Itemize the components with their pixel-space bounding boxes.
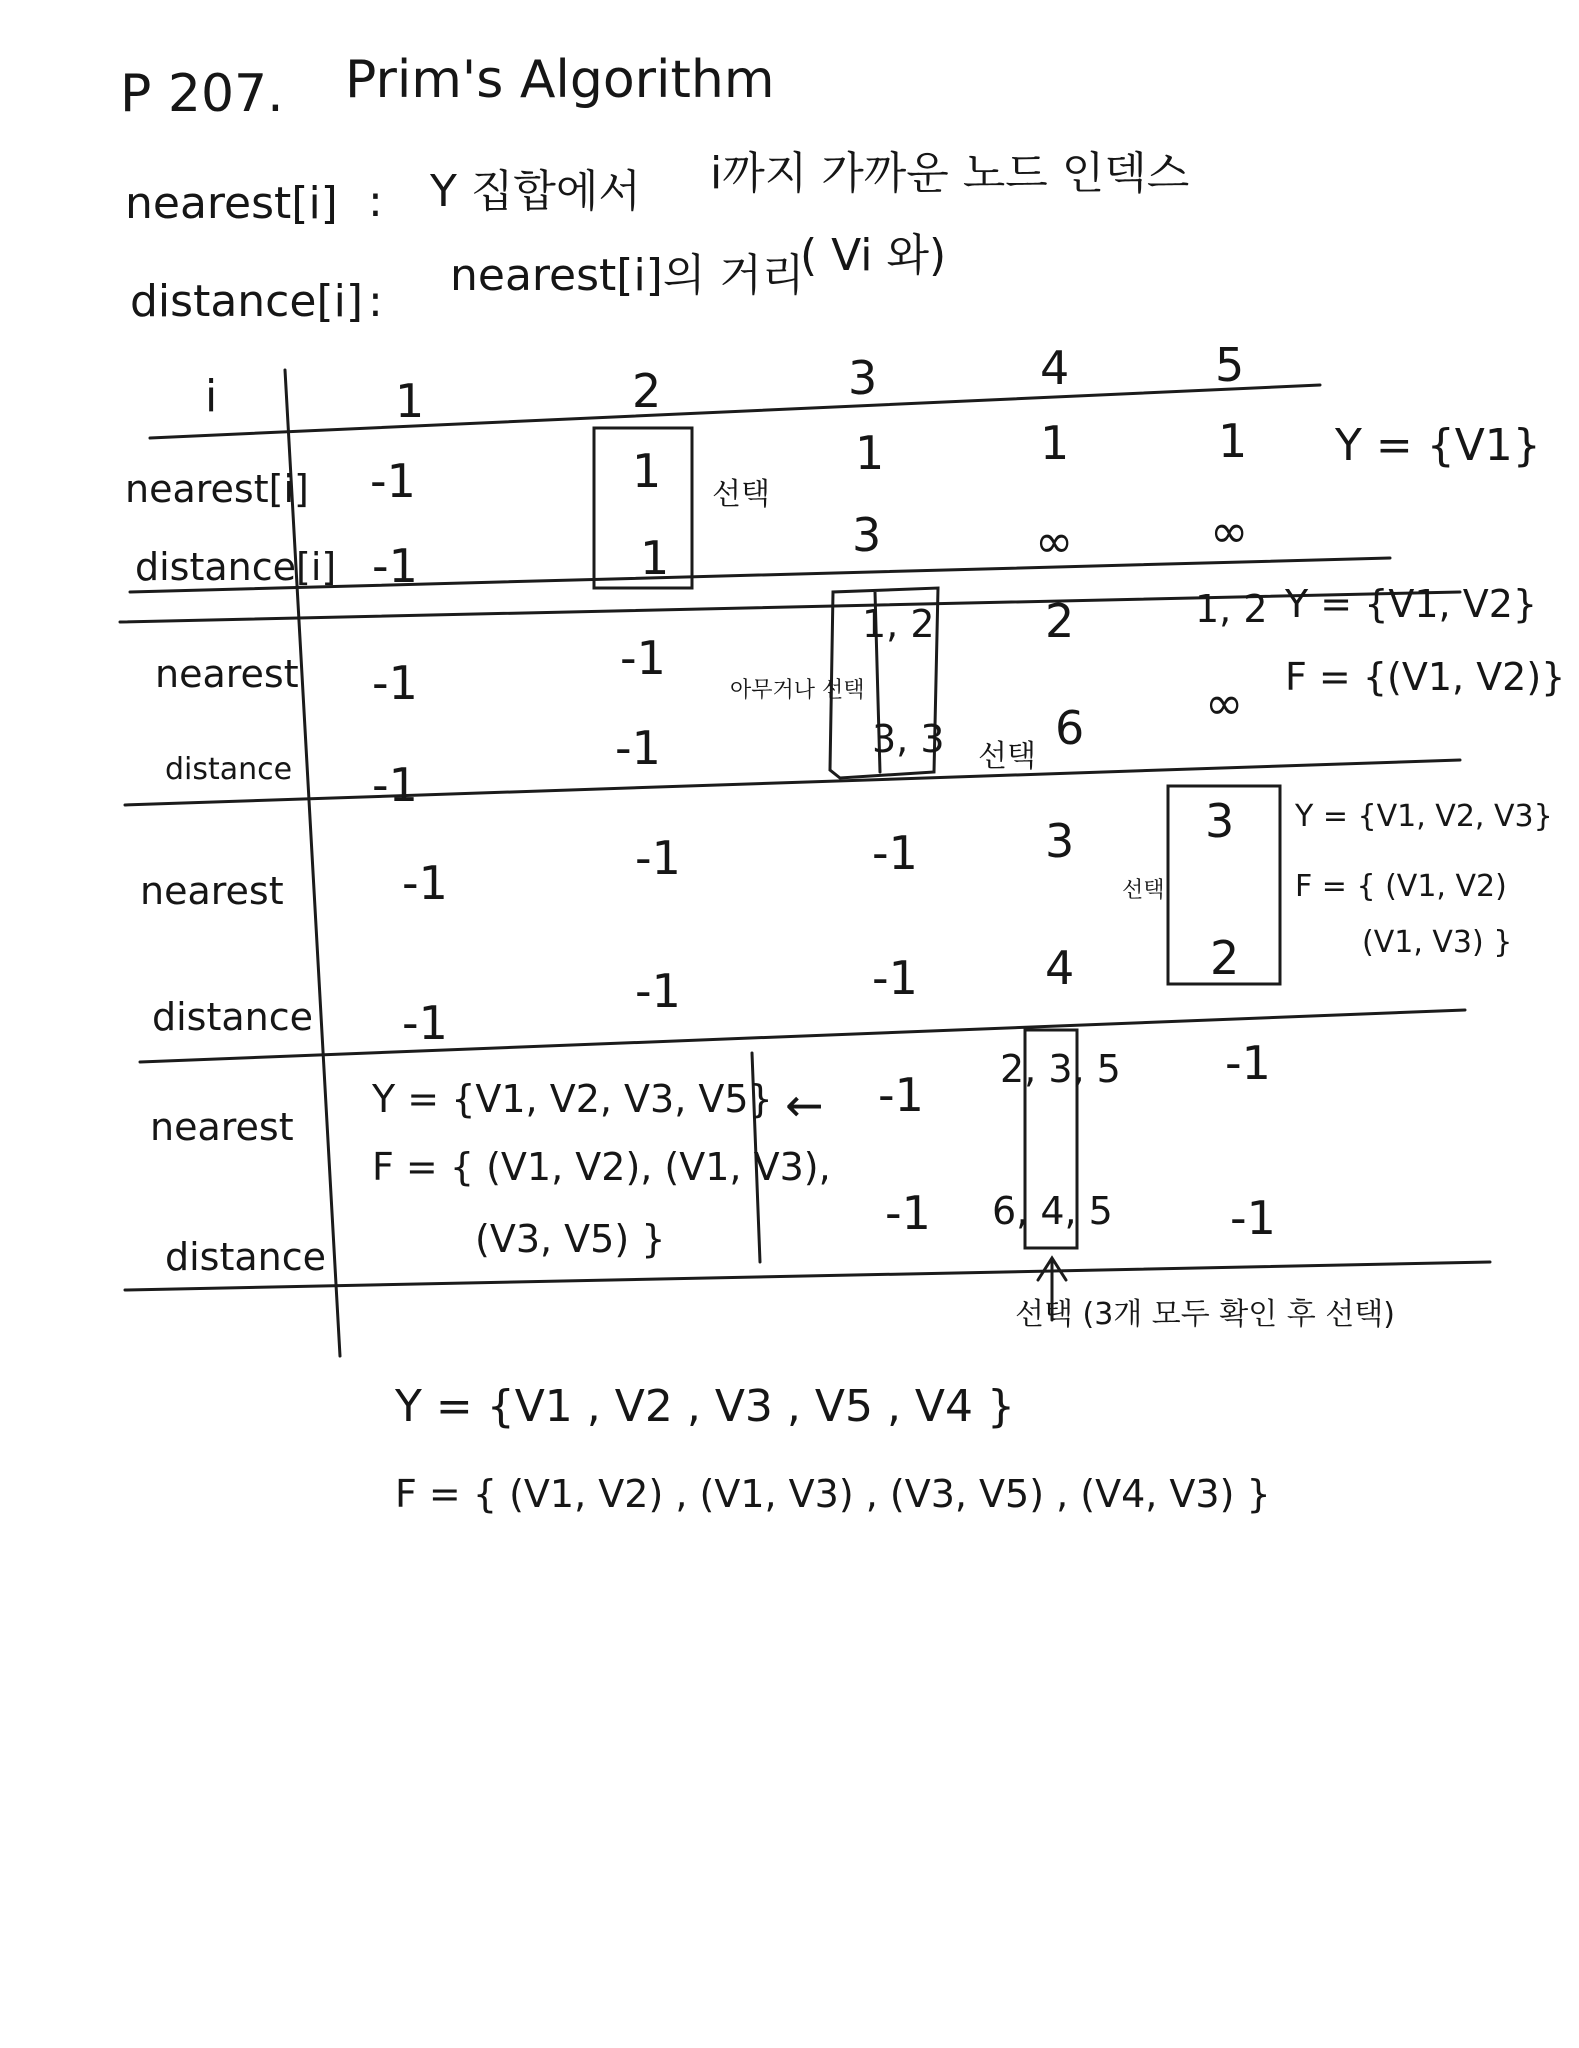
round4-nearest-label: nearest: [150, 1105, 294, 1149]
round3-f-set: F = { (V1, V2): [1295, 869, 1507, 904]
round2-f-set: F = {(V1, V2)}: [1285, 655, 1566, 699]
round2-distance-3: 3, 3: [872, 717, 945, 761]
round2-distance-4: 6: [1055, 701, 1085, 755]
round2-nearest-1: -1: [372, 656, 418, 710]
round4-arrow: ←: [785, 1078, 824, 1132]
round4-distance-3: -1: [885, 1186, 931, 1240]
round2-side-note: 아무거나 선택: [730, 678, 865, 703]
round4-distance-label: distance: [165, 1235, 327, 1279]
round3-f-set-cont: (V1, V3) }: [1362, 925, 1513, 960]
def-nearest-tail: i까지 가까운 노드 인덱스: [710, 148, 1190, 199]
col-header-1: 1: [395, 374, 425, 428]
page-number: P 207.: [120, 64, 284, 124]
round2-select-note: 선택: [978, 739, 1036, 774]
col-header-2: 2: [632, 364, 662, 418]
round1-nearest-1: -1: [370, 454, 416, 508]
header-rule: [150, 385, 1320, 438]
round1-select-note: 선택: [712, 477, 770, 512]
result-y-set: Y = {V1 , V2 , V3 , V5 , V4 }: [395, 1381, 1015, 1432]
round3-distance-3: -1: [872, 951, 918, 1005]
round1-nearest-2: 1: [632, 444, 662, 498]
def-distance-text: nearest[i]의 거리: [450, 250, 805, 301]
round1-y-set: Y = {V1}: [1335, 420, 1541, 471]
index-column-rule: [285, 370, 340, 1356]
round3-nearest-5: 3: [1205, 794, 1235, 848]
round3-nearest-1: -1: [402, 856, 448, 910]
round2-nearest-3: 1, 2: [862, 602, 935, 646]
round2-nearest-2: -1: [620, 631, 666, 685]
def-nearest-colon: :: [368, 176, 383, 227]
i-label: i: [205, 371, 218, 422]
col-header-4: 4: [1040, 341, 1070, 395]
round1-distance-4: ∞: [1035, 514, 1074, 568]
round3-distance-label: distance: [152, 995, 314, 1039]
round1-nearest-5: 1: [1218, 414, 1248, 468]
def-nearest-term: nearest[i]: [125, 178, 338, 229]
round4-distance-4: 6, 4, 5: [992, 1189, 1113, 1233]
def-nearest-text: Y 집합에서: [430, 166, 641, 217]
round4-y-set: Y = {V1, V2, V3, V5}: [372, 1077, 773, 1121]
round4-f-set: F = { (V1, V2), (V1, V3),: [372, 1145, 831, 1189]
round3-distance-4: 4: [1045, 941, 1075, 995]
round4-nearest-3: -1: [878, 1068, 924, 1122]
round2-distance-2: -1: [615, 721, 661, 775]
round3-nearest-label: nearest: [140, 869, 284, 913]
def-distance-tail: ( Vi 와): [800, 230, 947, 281]
page-title: Prim's Algorithm: [345, 50, 775, 110]
round1-distance-5: ∞: [1210, 504, 1249, 558]
round2-distance-5: ∞: [1205, 676, 1244, 730]
round3-select-note: 선택: [1122, 878, 1165, 903]
round3-nearest-4: 3: [1045, 814, 1075, 868]
round4-bottom-rule: [125, 1262, 1490, 1290]
round2-nearest-4: 2: [1045, 594, 1075, 648]
round1-nearest-label: nearest[i]: [125, 467, 309, 511]
col-header-3: 3: [848, 351, 878, 405]
round1-distance-2: 1: [640, 531, 670, 585]
round4-nearest-4: 2, 3, 5: [1000, 1047, 1121, 1091]
result-f-set: F = { (V1, V2) , (V1, V3) , (V3, V5) , (V4, V3) }: [395, 1472, 1271, 1516]
round2-y-set: Y = {V1, V2}: [1285, 582, 1538, 626]
round4-f-set-cont: (V3, V5) }: [475, 1217, 666, 1261]
round3-nearest-2: -1: [635, 831, 681, 885]
round2-bottom-rule: [125, 760, 1460, 805]
round1-distance-label: distance[i]: [135, 545, 337, 589]
round3-nearest-3: -1: [872, 826, 918, 880]
round1-distance-3: 3: [852, 508, 882, 562]
round4-distance-5: -1: [1230, 1191, 1276, 1245]
def-distance-colon: :: [368, 276, 383, 327]
round2-distance-label: distance: [165, 752, 293, 787]
round2-distance-1: -1: [372, 758, 418, 812]
round2-nearest-5: 1, 2: [1195, 587, 1268, 631]
round3-distance-5: 2: [1210, 931, 1240, 985]
round4-nearest-5: -1: [1225, 1036, 1271, 1090]
col-header-5: 5: [1215, 338, 1245, 392]
round4-select-note: 선택 (3개 모두 확인 후 선택): [1015, 1297, 1395, 1332]
round1-nearest-3: 1: [855, 426, 885, 480]
round3-y-set: Y = {V1, V2, V3}: [1295, 799, 1553, 834]
round3-distance-2: -1: [635, 964, 681, 1018]
round1-distance-1: -1: [372, 539, 418, 593]
round1-nearest-4: 1: [1040, 416, 1070, 470]
def-distance-term: distance[i]: [130, 276, 363, 327]
round3-distance-1: -1: [402, 996, 448, 1050]
round2-nearest-label: nearest: [155, 652, 299, 696]
